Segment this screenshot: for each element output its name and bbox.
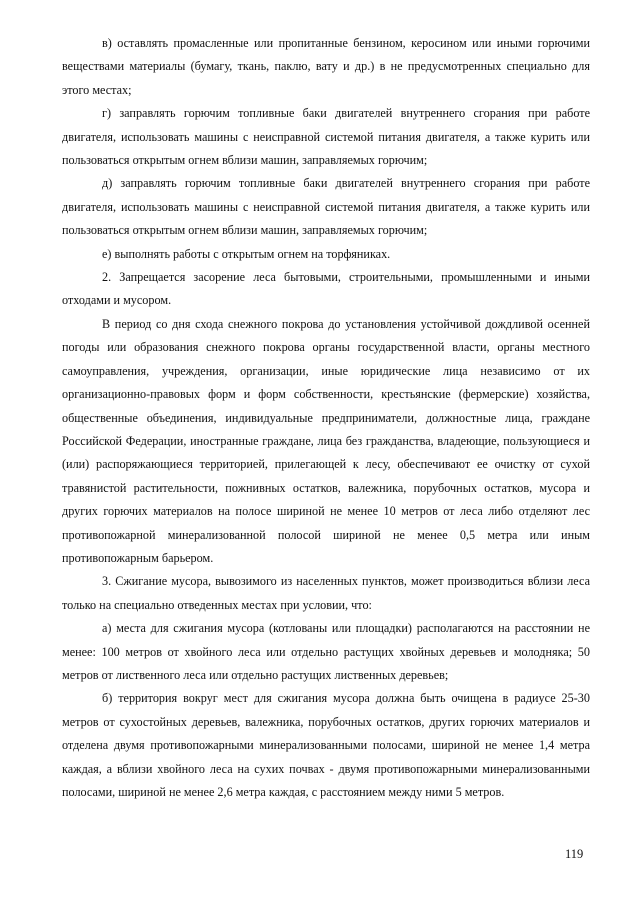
paragraph-section-3: 3. Сжигание мусора, вывозимого из населенных пунктов, может производиться вблизи леса только на специально отведенных местах при условии, что: (62, 574, 590, 612)
paragraph-item-b: б) территория вокруг мест для сжигания мусора должна быть очищена в радиусе 25-30 метров от сухостойных деревьев, валежника, порубочных остатков, других горючих материалов и отделена двумя противопожарными минерализованными полосами, шириной не менее 1,4 метра каждая, а вблизи хвойного леса на сухих почвах - двумя противопожарными минерализованными полосами, шириной не менее 2,6 метра каждая, с расстоянием между ними 5 метров. (62, 691, 590, 799)
paragraph-item-a: а) места для сжигания мусора (котлованы или площадки) располагаются на расстоянии не менее: 100 метров от хвойного леса или отдельно растущих хвойных деревьев и молодняка; 50 метров от лиственного леса или отдельно растущих лиственных деревьев; (62, 621, 590, 682)
paragraph-clearing-requirements: В период со дня схода снежного покрова до установления устойчивой дождливой осенней погоды или образования снежного покрова органы государственной власти, органы местного самоуправления, учреждения, организации, иные юридические лица независимо от их организационно-правовых форм и форм собственности, крестьянские (фермерские) хозяйства, общественные объединения, индивидуальные предприниматели, должностные лица, граждане Российской Федерации, иностранные граждане, лица без гражданства, владеющие, пользующиеся и (или) распоряжающиеся территорией, прилегающей к лесу, обеспечивают ее очистку от сухой травянистой растительности, пожнивных остатков, валежника, порубочных остатков, мусора и других горючих материалов на полосе шириной не менее 10 метров от леса либо отделяют лес противопожарной минерализованной полосой шириной не менее 0,5 метра или иным противопожарным барьером. (62, 316, 590, 565)
paragraph-section-2: 2. Запрещается засорение леса бытовыми, строительными, промышленными и иными отходами и мусором. (62, 270, 590, 308)
document-body (62, 32, 590, 804)
paragraph-item-v: в) оставлять промасленные или пропитанные бензином, керосином или иными горючими веществами материалы (бумагу, ткань, паклю, вату и др.) в не предусмотренных специально для этого местах; (62, 36, 590, 97)
paragraph-item-g: г) заправлять горючим топливные баки двигателей внутреннего сгорания при работе двигателя, использовать машины с неисправной системой питания двигателя, а также курить или пользоваться открытым огнем вблизи машин, заправляемых горючим; (62, 106, 590, 168)
page-number: 119 (565, 847, 584, 861)
paragraph-item-e: е) выполнять работы с открытым огнем на торфяниках. (102, 246, 391, 261)
paragraph-item-d: д) заправлять горючим топливные баки двигателей внутреннего сгорания при работе двигателя, использовать машины с неисправной системой питания двигателя, а также курить или пользоваться открытым огнем вблизи машин, заправляемых горючим; (62, 176, 590, 238)
